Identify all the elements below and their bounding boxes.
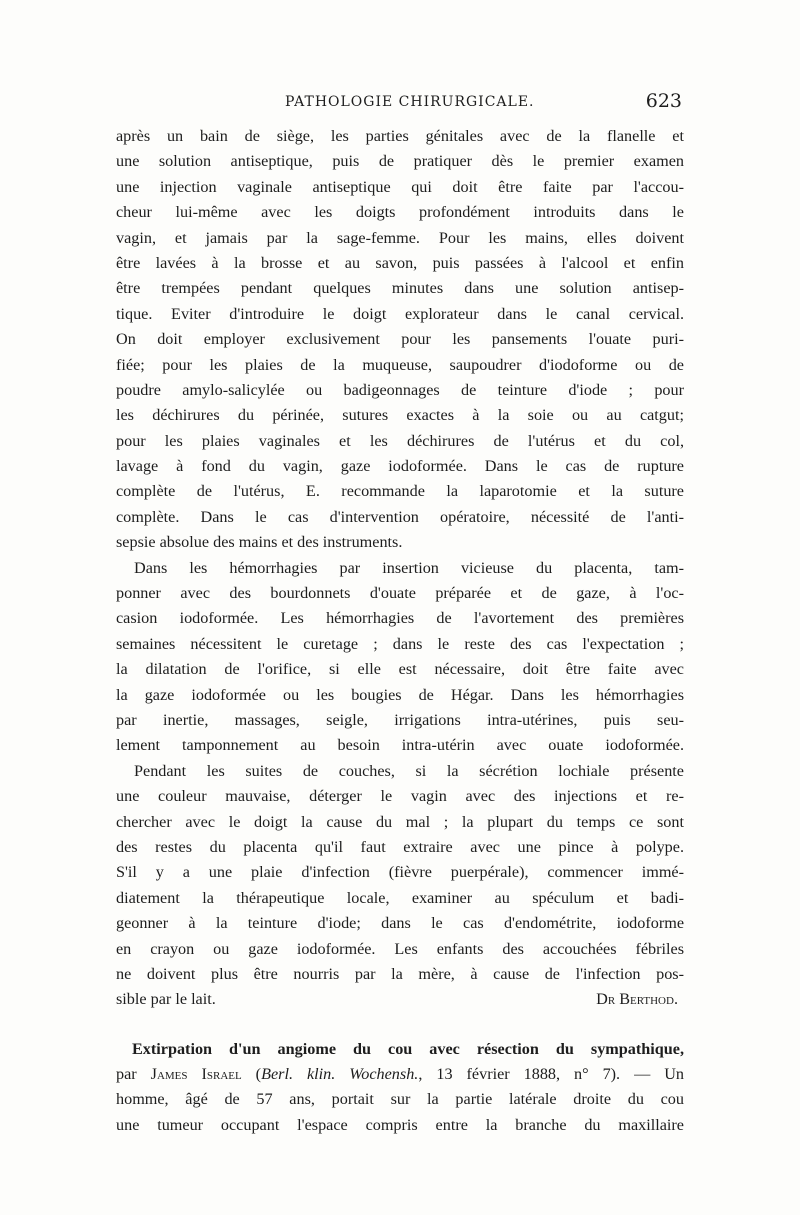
section-gap xyxy=(116,1013,684,1037)
text-line: pour les plaies vaginales et les déchirures de l'utérus et du col, xyxy=(116,431,684,450)
text-line: être trempées pendant quelques minutes dans une solution antisep- xyxy=(116,279,684,298)
text-line: lement tamponnement au besoin intra-utérin avec ouate iodoformée. xyxy=(116,736,684,755)
text-line: On doit employer exclusivement pour les pansements l'ouate puri- xyxy=(116,330,684,349)
journal-name: Berl. klin. Wochensh. xyxy=(261,1065,419,1084)
text-line: Dans les hémorrhagies par insertion vicieuse du placenta, tam- xyxy=(134,558,684,577)
text-line: semaines nécessitent le curetage ; dans le reste des cas l'expectation ; xyxy=(116,634,684,653)
text-line: cheur lui-même avec les doigts profondément introduits dans le xyxy=(116,203,684,222)
text-line: ponner avec des bourdonnets d'ouate préparée et de gaze, à l'oc- xyxy=(116,584,684,603)
text-line: tique. Eviter d'introduire le doigt explorateur dans le canal cervical. xyxy=(116,304,684,323)
text-line: lavage à fond du vagin, gaze iodoformée. Dans le cas de rupture xyxy=(116,457,684,476)
article-entry xyxy=(116,1037,684,1139)
text-column xyxy=(116,124,684,1138)
text-line: geonner à la teinture d'iode; dans le cas d'endométrite, iodoforme xyxy=(116,914,684,933)
text-line: être lavées à la brosse et au savon, puis passées à l'alcool et enfin xyxy=(116,253,684,272)
text-line: S'il y a une plaie d'infection (fièvre puerpérale), commencer immé- xyxy=(116,863,684,882)
paragraph-2 xyxy=(116,556,684,759)
text-line: une solution antiseptique, puis de pratiquer dès le premier examen xyxy=(116,152,684,171)
running-head: PATHOLOGIE CHIRURGICALE. xyxy=(285,94,535,110)
text-line: homme, âgé de 57 ans, portait sur la partie latérale droite du cou xyxy=(116,1090,684,1109)
text-line: diatement la thérapeutique locale, examiner au spéculum et badi- xyxy=(116,888,684,907)
text-line: la dilatation de l'orifice, si elle est nécessaire, doit être faite avec xyxy=(116,660,684,679)
text-line: après un bain de siège, les parties génitales avec de la flanelle et xyxy=(116,127,684,145)
closing-line xyxy=(116,987,684,1012)
text-line: sepsie absolue des mains et des instruments. xyxy=(116,533,403,552)
page-number: 623 xyxy=(645,90,682,112)
text-line: en crayon ou gaze iodoformée. Les enfants des accouchées fébriles xyxy=(116,939,684,958)
citation-open: ( xyxy=(241,1065,262,1084)
author-name: James Israel xyxy=(150,1065,242,1084)
text-line: poudre amylo-salicylée ou badigeonnages de teinture d'iode ; pour xyxy=(116,380,684,399)
text-line: une tumeur occupant l'espace compris entre la branche du maxillaire xyxy=(116,1115,684,1134)
citation-prefix: par xyxy=(116,1065,151,1084)
text-line: casion iodoformée. Les hémorrhagies de l'avortement des premières xyxy=(116,609,684,628)
text-line: complète de l'utérus, E. recommande la laparotomie et la suture xyxy=(116,482,684,501)
text-line: vagin, et jamais par la sage-femme. Pour les mains, elles doivent xyxy=(116,228,684,247)
citation-line xyxy=(116,1062,684,1087)
article-title: Extirpation d'un angiome du cou avec résection du sympathique, xyxy=(132,1039,684,1058)
article-title-line xyxy=(116,1037,684,1062)
paragraph-3 xyxy=(116,759,684,1013)
text-line: complète. Dans le cas d'intervention opératoire, nécessité de l'anti- xyxy=(116,507,684,526)
citation-rest: , 13 février 1888, n° 7). — Un xyxy=(418,1065,685,1084)
text-line: sible par le lait. xyxy=(116,990,216,1009)
text-line: une couleur mauvaise, déterger le vagin avec des injections et re- xyxy=(116,787,684,806)
author-signature: Dr Berthod. xyxy=(596,990,678,1009)
text-line: par inertie, massages, seigle, irrigations intra-utérines, puis seu- xyxy=(116,710,684,729)
text-line: des restes du placenta qu'il faut extraire avec une pince à polype. xyxy=(116,837,684,856)
text-line: ne doivent plus être nourris par la mère, à cause de l'infection pos- xyxy=(116,964,684,983)
text-line: chercher avec le doigt la cause du mal ; la plupart du temps ce sont xyxy=(116,812,684,831)
text-line: Pendant les suites de couches, si la sécrétion lochiale présente xyxy=(134,761,684,780)
paragraph-1 xyxy=(116,124,684,556)
text-line: la gaze iodoformée ou les bougies de Hégar. Dans les hémorrhagies xyxy=(116,685,684,704)
text-line: fiée; pour les plaies de la muqueuse, saupoudrer d'iodoforme ou de xyxy=(116,355,684,374)
text-line: les déchirures du périnée, sutures exactes à la soie ou au catgut; xyxy=(116,406,684,425)
text-line: une injection vaginale antiseptique qui doit être faite par l'accou- xyxy=(116,177,684,196)
